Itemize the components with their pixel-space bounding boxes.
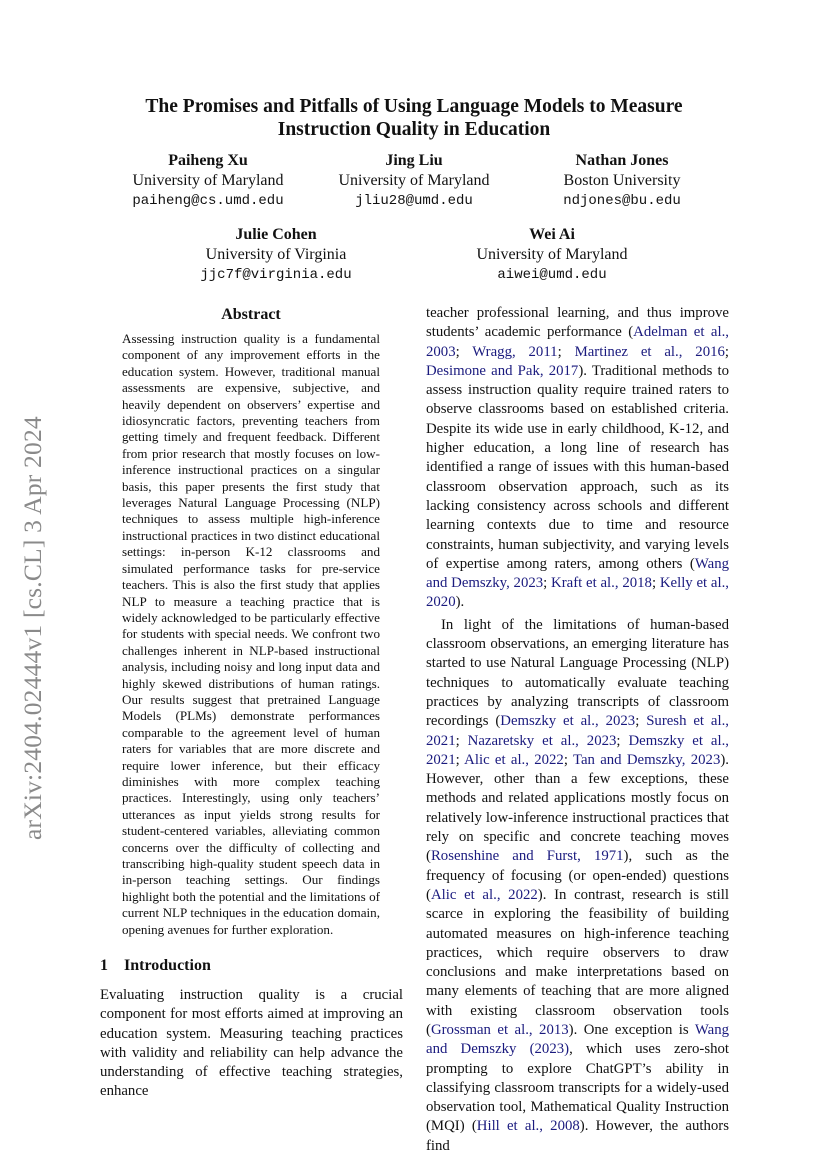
intro-paragraph-continued [426,304,729,613]
citation-link[interactable]: Suresh et al., 2021 [426,713,729,749]
body-text: ; [455,732,468,749]
author-email: paiheng@cs.umd.edu [132,193,284,209]
citation-link[interactable]: Kraft et al., 2018 [551,575,652,592]
author-block [108,151,308,211]
section-number: 1 [100,957,108,974]
citation-link[interactable]: Tan and Demszky, 2023 [572,751,721,768]
abstract-text: Assessing instruction quality is a fundamental component of any improvement efforts in the education system. However, traditional manual assessments are expensive, subjective, and heavily dependent on observers’ expertise and idiosyncratic factors, preventing teachers from getting timely and frequent feedback. Different from prior research that mostly focuses on low-inference instructional practices on a singular basis, this paper presents the first study that leverages Natural Language Processing (NLP) techniques to assess multiple high-inference instructional practices in two distinct educational settings: in-person K-12 classrooms and simulated performance tasks for pre-service teachers. This is also the first study that applies NLP to measure a teaching practice that is widely acknowledged to be particularly effective for students with special needs. We confront two challenges inherent in NLP-based instructional analysis, including noisy and long input data and highly skewed distributions of human ratings. Our results suggest that pretrained Language Models (PLMs) demonstrate performances comparable to the agreement level of human raters for variables that are more discrete and require lower inference, but their efficacy diminishes with more complex teaching practices. Interestingly, using only teachers’ utterances as input yields strong results for student-centered variables, alleviating common concerns over the difficulty of collecting and transcribing high-quality student speech data in in-person teaching settings. Our findings highlight both the potential and the limitations of current NLP techniques in the education domain, opening avenues for further exploration. [122,331,380,937]
body-text: ; [557,343,575,360]
citation-link[interactable]: Adelman et al., 2003 [426,324,729,360]
citation-link[interactable]: Demszky et al., 2021 [426,732,730,768]
citation-link[interactable]: Rosenshine and Furst, 1971 [430,848,624,865]
body-text: In light of the limitations of human-based classroom observations, an emerging literature has started to use Natural Language Processing (NLP) techniques to automatically evaluate teaching practices by analyzing transcripts of classroom recordings ( [426,616,729,730]
intro-paragraph: Evaluating instruction quality is a crucial component for most efforts aimed at improving an education system. Measuring teaching practices with validity and reliability can help advance the understanding of effective teaching strategies, enhance [100,987,403,1100]
body-text: ). One exception is [568,1021,695,1038]
author-name: Nathan Jones [575,152,669,169]
body-text: ; [455,751,465,768]
citation-link[interactable]: Alic et al., 2022 [464,751,564,768]
body-text: ; [616,732,629,749]
citation-link[interactable]: Nazaretsky et al., 2023 [467,732,617,749]
body-text: ). [455,594,465,611]
body-text: ; [651,575,660,592]
author-email: jliu28@umd.edu [355,193,473,209]
section-title: Introduction [124,957,211,974]
section-heading [100,957,211,975]
left-column-body [100,986,403,1102]
citation-link[interactable]: Grossman et al., 2013 [430,1021,569,1038]
paper-title: The Promises and Pitfalls of Using Language Models to Measure Instruction Quality in Education [145,96,683,140]
body-text: ). However, other than a few exceptions, these methods and related applications mostly focus on relatively low-inference instructional practices that rely on specific and concrete teaching moves ( [426,751,729,865]
author-affiliation: University of Maryland [132,172,284,189]
body-text: ; [455,343,473,360]
author-affiliation: University of Maryland [476,246,628,263]
body-text: ; [635,713,647,730]
body-text: , which uses zero-shot prompting to explore ChatGPT’s ability in classifying classroom transcripts for a widely-used observation tool, Mathematical Quality Instruction (MQI) ( [426,1041,729,1135]
citation-link[interactable]: Wang and Demszky (2023) [426,1021,729,1058]
citation-link[interactable]: Kelly et al., 2020 [426,575,730,611]
intro-paragraph [426,616,729,1156]
author-email: aiwei@umd.edu [497,267,607,283]
right-column-body [426,304,729,1156]
author-email: ndjones@bu.edu [563,193,681,209]
author-block [452,225,652,285]
body-text: ; [724,343,730,360]
author-affiliation: University of Virginia [205,246,347,263]
author-block [314,151,514,211]
author-block [522,151,722,211]
author-affiliation: University of Maryland [338,172,490,189]
body-text: ; [563,751,573,768]
author-affiliation: Boston University [563,172,681,189]
citation-link[interactable]: Hill et al., 2008 [476,1118,580,1135]
citation-link[interactable]: Desimone and Pak, 2017 [426,362,579,379]
author-name: Jing Liu [385,152,443,169]
body-text: ). In contrast, research is still scarce in exploring the feasibility of building automated measures on high-inference teaching practices, which require observers to draw conclusions and make interpretations based on many elements of teaching that are more aligned with existing classroom observation tools ( [426,886,729,1038]
citation-link[interactable]: Wang and Demszky, 2023 [426,555,729,592]
citation-link[interactable]: Martinez et al., 2016 [574,343,725,360]
arxiv-identifier: arXiv:2404.02444v1 [cs.CL] 3 Apr 2024 [18,416,47,840]
body-text: teacher professional learning, and thus improve students’ academic performance ( [426,305,729,341]
citation-link[interactable]: Alic et al., 2022 [430,886,538,903]
author-name: Julie Cohen [235,226,317,243]
body-text: ), such as the frequency of focusing (or open-ended) questions ( [426,848,729,903]
author-block [176,225,376,285]
author-name: Paiheng Xu [168,152,248,169]
citation-link[interactable]: Demszky et al., 2023 [500,713,636,730]
author-name: Wei Ai [529,226,575,243]
body-text: ). Traditional methods to assess instruction quality require trained raters to observe classrooms based on established criteria. Despite its wide use in early childhood, K-12, and higher education, a long line of research has identified a range of issues with this human-based classroom observation approach, such as its lacking consistency across schools and different learning contexts due to time and resource constraints, human subjectivity, and varying levels of expertise among raters, among others ( [426,362,729,572]
citation-link[interactable]: Wragg, 2011 [472,343,558,360]
abstract-heading: Abstract [221,306,281,323]
body-text: ). However, the authors find [426,1118,729,1154]
body-text: ; [543,575,552,592]
author-email: jjc7f@virginia.edu [200,267,352,283]
